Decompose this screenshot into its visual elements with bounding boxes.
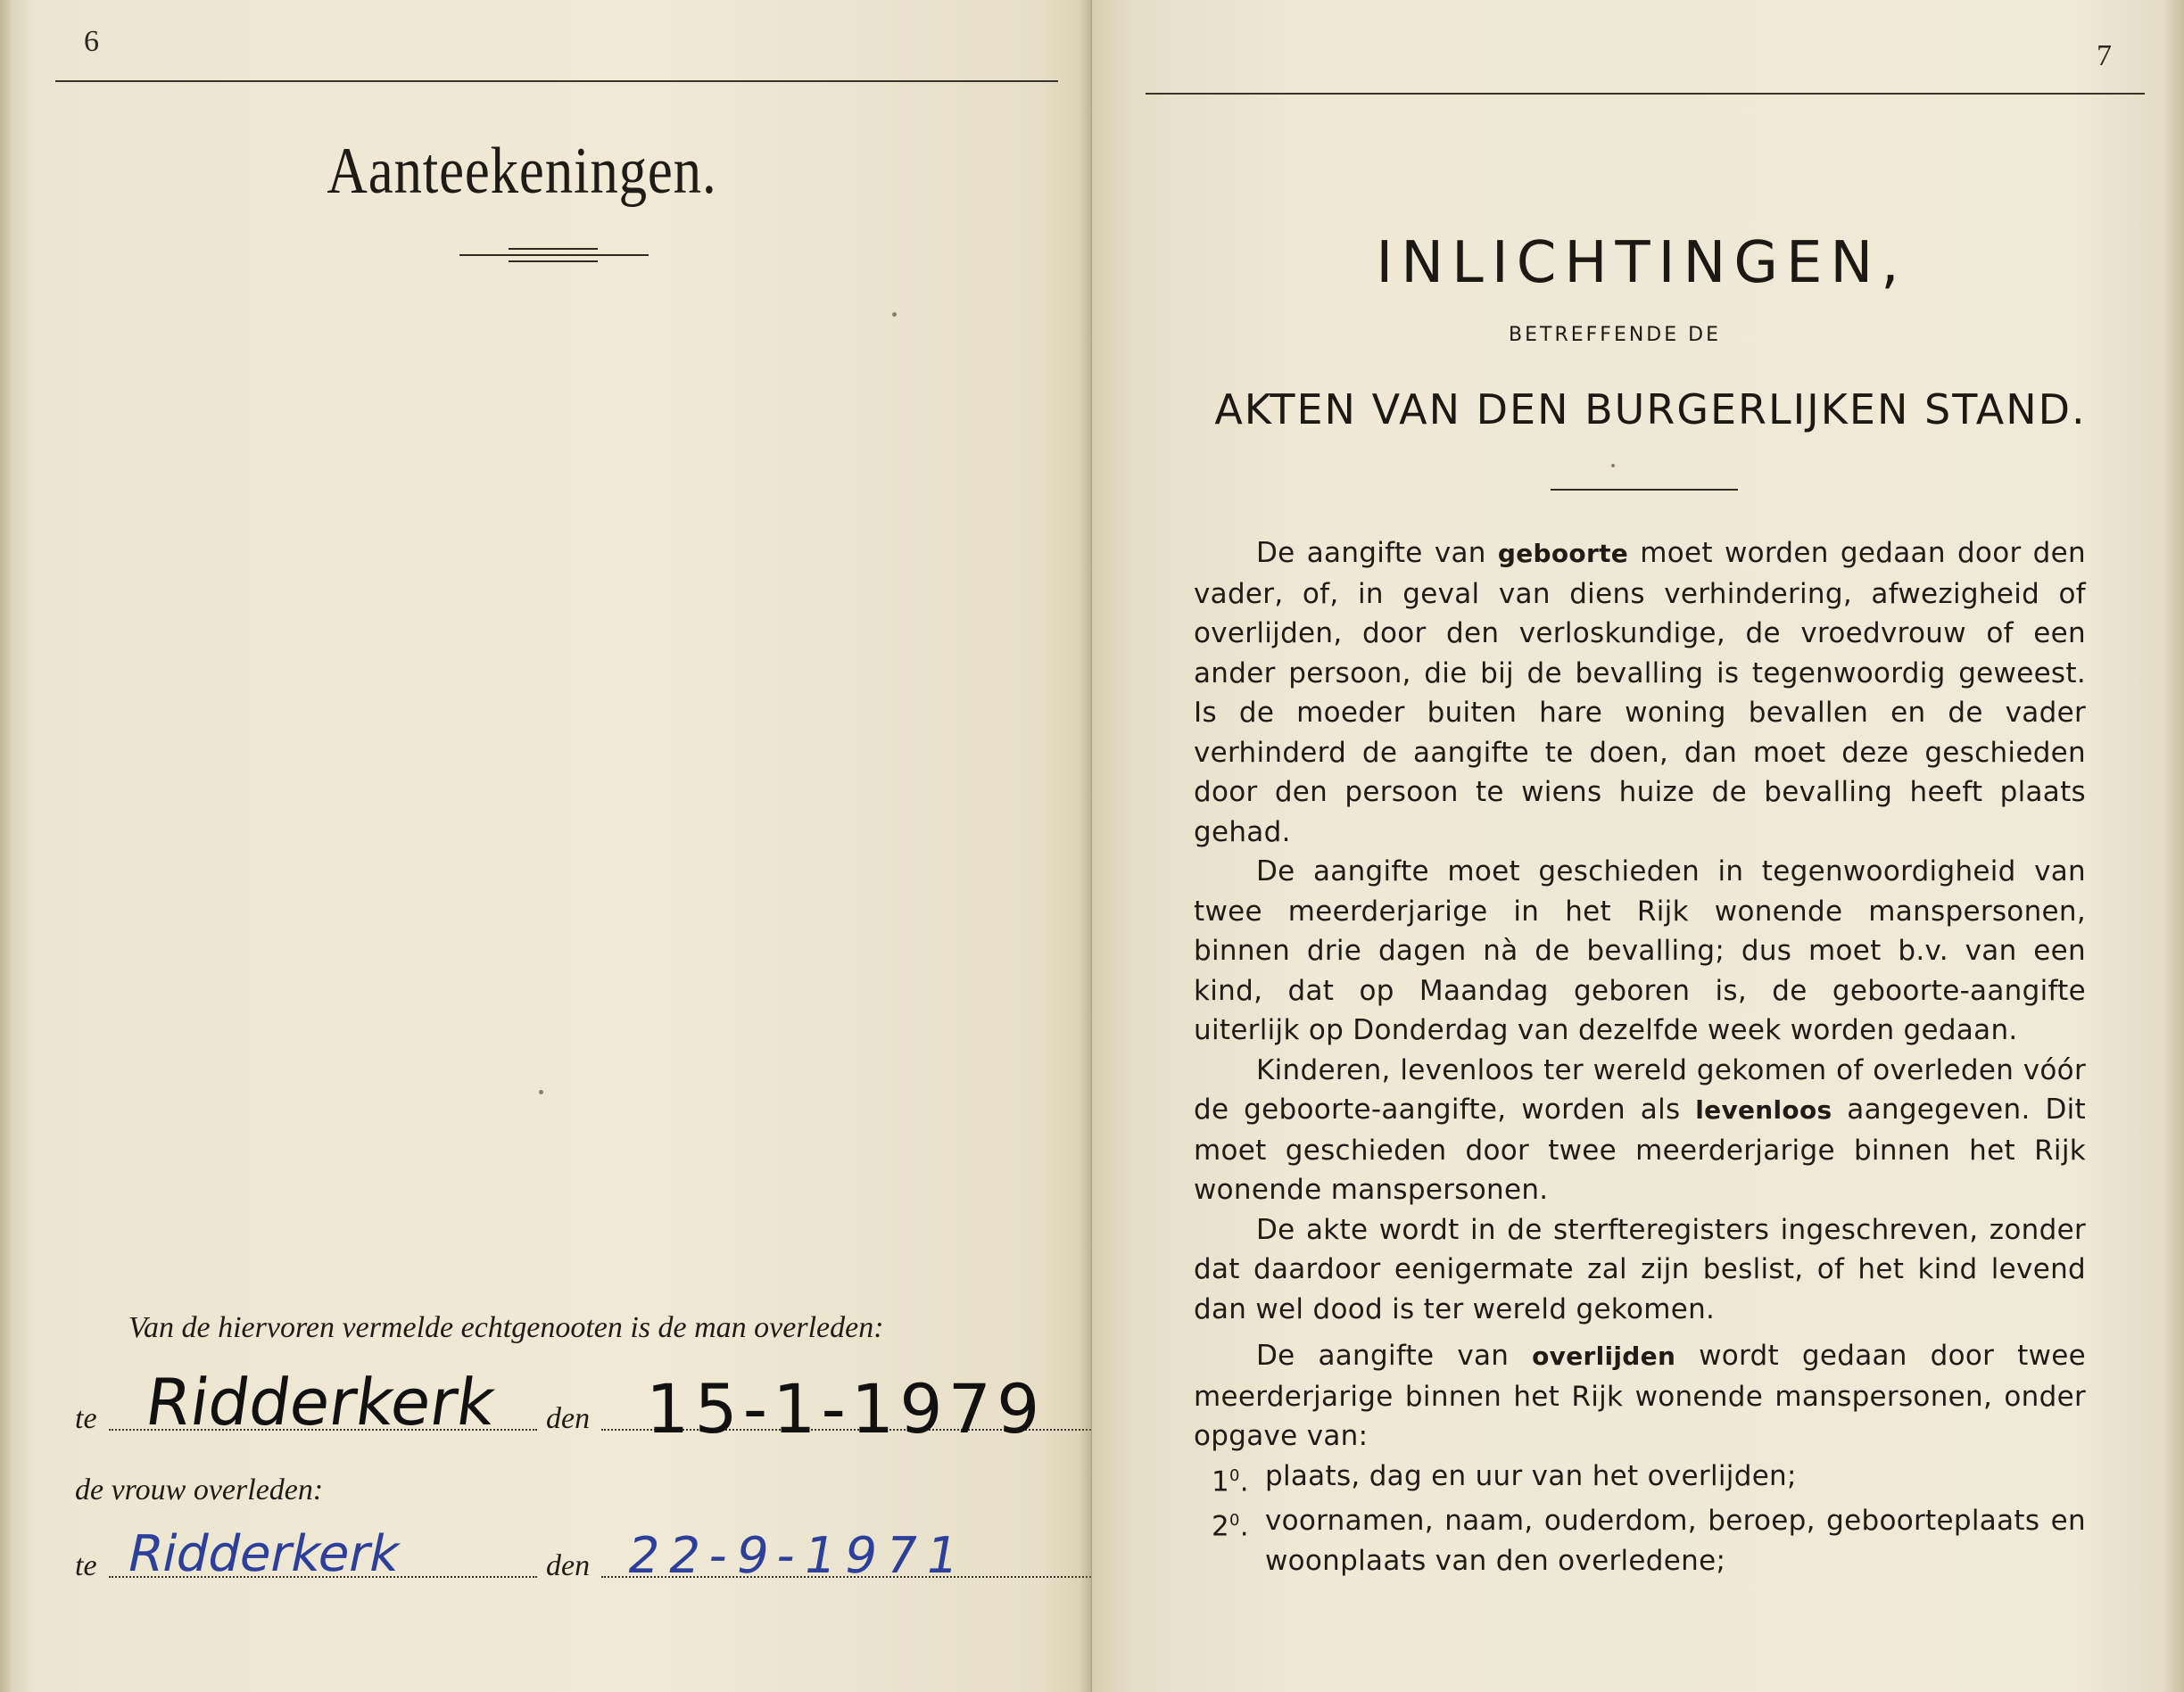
header-rule-right	[1146, 93, 2145, 95]
paragraph-death: De aangifte van overlijden wordt gedaan door twee meerderjarige binnen het Rijk wonende manspersonen, onder opgave van:	[1194, 1340, 2086, 1452]
man-death-place: Ridderkerk	[141, 1365, 500, 1440]
page-number-left: 6	[84, 25, 99, 58]
header-rule-left	[55, 80, 1058, 82]
death-intro-text: Van de hiervoren vermelde echtgenooten is de man overleden:	[128, 1311, 884, 1344]
woman-death-place: Ridderkerk	[122, 1525, 406, 1583]
page-number-right: 7	[2097, 39, 2112, 72]
man-death-date: 15-1-1979	[646, 1369, 1046, 1449]
paper-speck	[1611, 464, 1615, 467]
page-heading-left: Aanteekeningen.	[327, 135, 717, 208]
te-label: te	[75, 1402, 97, 1435]
den-label: den	[546, 1549, 591, 1582]
bold-term-geboorte: geboorte	[1497, 539, 1629, 568]
page-title-secondary: AKTEN VAN DEN BURGERLIJKEN STAND.	[1214, 385, 2087, 433]
woman-death-label: de vrouw overleden:	[75, 1473, 324, 1506]
paragraph-stillborn: Kinderen, levenloos ter wereld gekomen of overleden vóór de geboorte-aangifte, worden als levenloos aangegeven. Dit moet geschieden door twee meerderjarige binnen het Rijk wonende manspersonen.	[1194, 1053, 2086, 1206]
title-divider	[1551, 489, 1738, 491]
information-body	[1194, 533, 2086, 1581]
list-item: $2^0$. voornamen, naam, ouderdom, beroep, geboorteplaats en woonplaats van den overledene;	[1212, 1505, 2086, 1577]
woman-death-date: 22-9-1971	[623, 1527, 972, 1585]
paragraph-witnesses: De aangifte moet geschieden in tegenwoordigheid van twee meerderjarige in het Rijk wonende manspersonen, binnen drie dagen nà de bevalling; dus moet b.v. van een kind, dat op Maandag geboren is, de geboorte-aangifte uiterlijk op Donderdag van dezelfde week worden gedaan.	[1194, 855, 2086, 1046]
te-label: te	[75, 1549, 97, 1582]
page-title: INLICHTINGEN,	[1376, 230, 1907, 296]
bold-term-overlijden: overlijden	[1532, 1341, 1676, 1371]
paper-speck	[539, 1090, 543, 1094]
paper-speck	[892, 312, 897, 317]
man-death-row	[75, 1365, 1046, 1449]
woman-label-row	[75, 1454, 1038, 1507]
heading-ornament	[459, 245, 649, 265]
bold-term-levenloos: levenloos	[1695, 1095, 1832, 1125]
list-item: $1^0$. plaats, dag en uur van het overlijden;	[1212, 1459, 1797, 1498]
woman-death-row	[75, 1525, 1038, 1585]
paragraph-birth: De aangifte van geboorte moet worden gedaan door den vader, of, in geval van diens verhindering, afwezigheid of overlijden, door den verloskundige, de vroedvrouw of een ander persoon, die bij de bevalling is tegenwoordig geweest. Is de moeder buiten hare woning bevallen en de vader verhinderd de aangifte te doen, dan moet deze geschieden door den persoon te wiens huize de bevalling heeft plaats gehad.	[1194, 537, 2086, 848]
page-subtitle: BETREFFENDE DE	[1509, 324, 1721, 346]
den-label: den	[546, 1402, 591, 1435]
paragraph-death-register: De akte wordt in de sterfteregisters ingeschreven, zonder dat daardoor eenigermate zal zijn beslist, of het kind levend dan wel dood is ter wereld gekomen.	[1194, 1213, 2086, 1325]
